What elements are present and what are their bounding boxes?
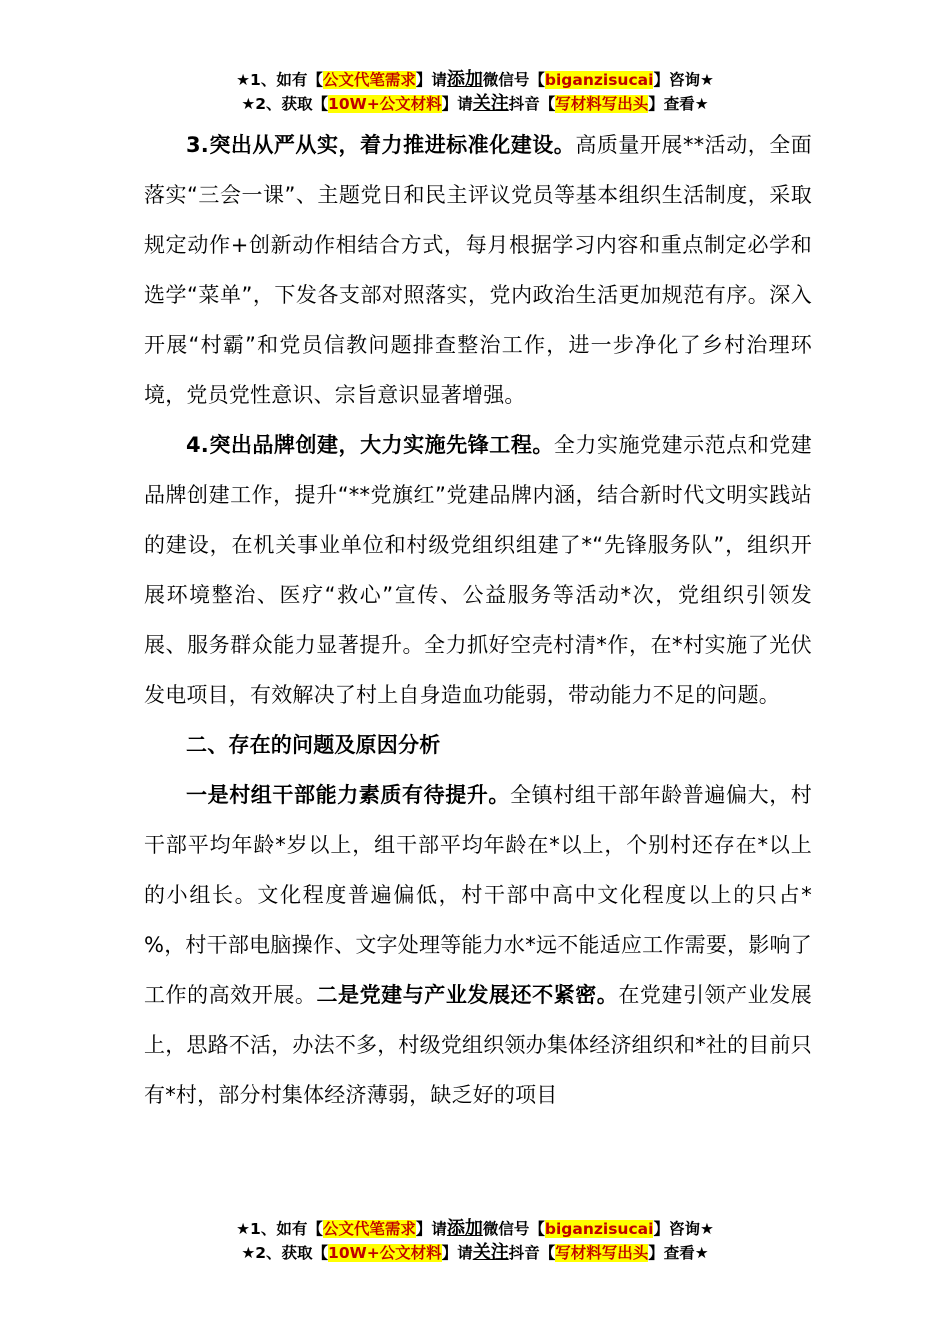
paragraph-problems [144, 770, 812, 1120]
section-heading-text: 二、存在的问题及原因分析 [186, 733, 441, 757]
header-line2-underlined: 关注 [472, 93, 509, 114]
header-line1-prefix: ★1、如有【 [236, 71, 323, 89]
header-line1-highlight-service: 公文代笔需求 [322, 71, 416, 89]
footer-line1-underlined: 添加 [446, 1218, 483, 1239]
paragraph-3-text: 高质量开展**活动，全面落实“三会一课”、主题党日和民主评议党员等基本组织生活制度，采取规定动作+创新动作相结合方式，每月根据学习内容和重点制定必学和选学“菜单”，下发各支部对照落实，党内政治生活更加规范有序。深入开展“村霸”和党员信教问题排查整治工作，进一步净化了乡村治理环境，党员党性意识、宗旨意识显著增强。 [144, 133, 812, 407]
header-line1-text2: 微信号【 [482, 71, 545, 89]
header-line-1 [0, 68, 950, 92]
paragraph-4 [144, 420, 812, 720]
header-line2-text: 】请 [441, 95, 473, 113]
footer-line1-highlight-service: 公文代笔需求 [322, 1220, 416, 1238]
footer-line1-highlight-wechat: biganzisucai [544, 1220, 654, 1238]
header-line1-highlight-wechat: biganzisucai [544, 71, 654, 89]
header-line1-underlined: 添加 [446, 69, 483, 90]
problem-1-text: 全镇村组干部年龄普遍偏大，村干部平均年龄*岁以上，组干部平均年龄在*以上，个别村还存在*以上的小组长。文化程度普遍偏低，村干部中高中文化程度以上的只占* %，村干部电脑操作、文字处理等能力水*远不能适应工作需要，影响了工作的高效开展。 [144, 783, 812, 1007]
problem-1-heading: 一是村组干部能力素质有待提升。 [186, 783, 510, 807]
footer-line-2 [0, 1241, 950, 1265]
problem-2-heading: 二是党建与产业发展还不紧密。 [316, 983, 619, 1007]
section-heading [144, 720, 812, 770]
header-line1-text: 】请 [415, 71, 447, 89]
footer-line2-highlight-douyin: 写材料写出头 [555, 1244, 649, 1262]
footer-line1-text: 】请 [415, 1220, 447, 1238]
footer-line1-text2: 微信号【 [482, 1220, 545, 1238]
document-body [144, 120, 812, 1120]
header-line-2 [0, 92, 950, 116]
footer-line1-prefix: ★1、如有【 [236, 1220, 323, 1238]
footer-line2-text2: 抖音【 [508, 1244, 556, 1262]
header-line2-highlight-douyin: 写材料写出头 [555, 95, 649, 113]
header-line2-text2: 抖音【 [508, 95, 556, 113]
paragraph-3 [144, 120, 812, 420]
footer-line2-highlight-materials: 10W+公文材料 [328, 1244, 442, 1262]
header-line2-prefix: ★2、获取【 [241, 95, 329, 113]
header-banner [0, 68, 950, 116]
paragraph-4-heading: 4.突出品牌创建，大力实施先锋工程。 [186, 433, 554, 457]
paragraph-3-heading: 3.突出从严从实，着力推进标准化建设。 [186, 133, 576, 157]
footer-banner [0, 1217, 950, 1265]
problem-2-text: 在党建引领产业发展上，思路不活，办法不多，村级党组织领办集体经济组织和*社的目前只有*村，部分村集体经济薄弱，缺乏好的项目 [144, 983, 812, 1107]
footer-line2-prefix: ★2、获取【 [241, 1244, 329, 1262]
footer-line2-text: 】请 [441, 1244, 473, 1262]
footer-line-1 [0, 1217, 950, 1241]
header-line1-suffix: 】咨询★ [653, 71, 714, 89]
paragraph-4-text: 全力实施党建示范点和党建品牌创建工作，提升“**党旗红”党建品牌内涵，结合新时代文明实践站的建设，在机关事业单位和村级党组织组建了*“先锋服务队”，组织开展环境整治、医疗“救心”宣传、公益服务等活动*次，党组织引领发展、服务群众能力显著提升。全力抓好空壳村清*作，在*村实施了光伏发电项目，有效解决了村上自身造血功能弱，带动能力不足的问题。 [144, 433, 812, 707]
footer-line1-suffix: 】咨询★ [653, 1220, 714, 1238]
footer-line2-underlined: 关注 [472, 1242, 509, 1263]
footer-line2-suffix: 】查看★ [648, 1244, 709, 1262]
header-line2-suffix: 】查看★ [648, 95, 709, 113]
header-line2-highlight-materials: 10W+公文材料 [328, 95, 442, 113]
